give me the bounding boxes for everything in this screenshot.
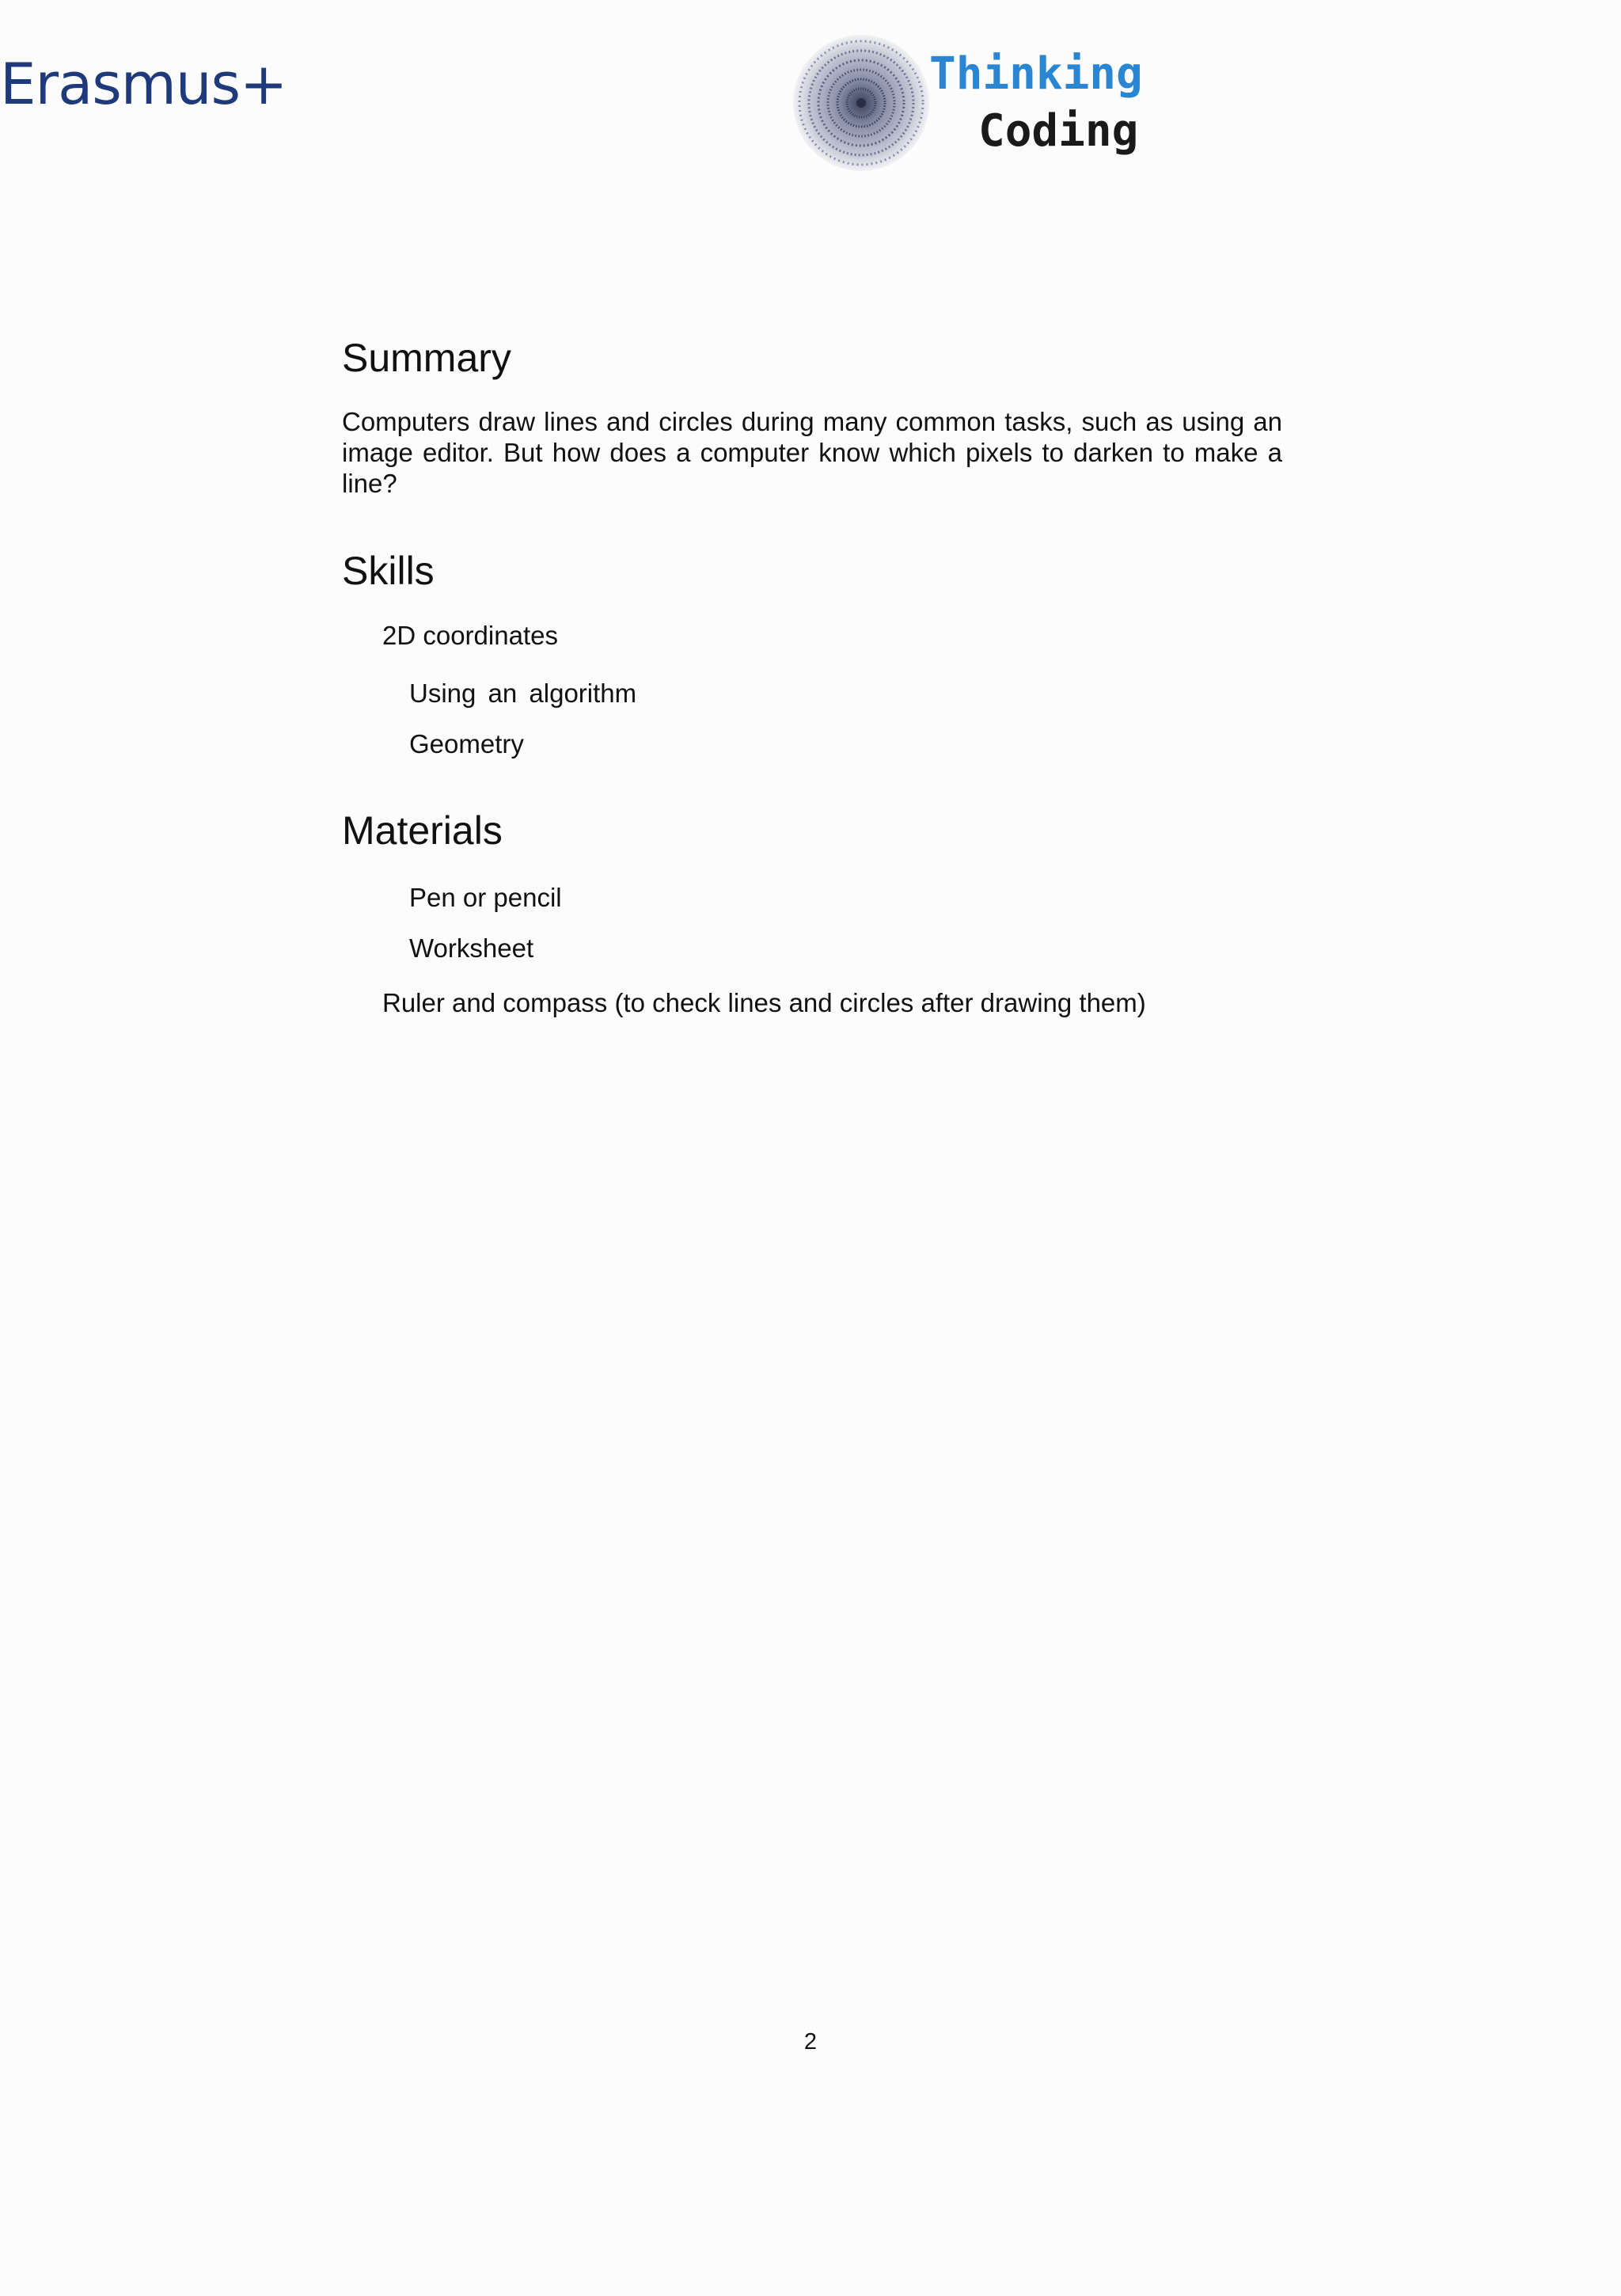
erasmus-plus-logo: Erasmus+ — [0, 51, 287, 117]
logo-word-thinking: Thinking — [929, 48, 1143, 100]
material-item: Pen or pencil — [409, 883, 562, 912]
thinking-coding-logo — [790, 30, 1143, 181]
material-item: Worksheet — [409, 933, 534, 963]
logo-word-coding: Coding — [978, 105, 1139, 157]
summary-paragraph: Computers draw lines and circles during many common tasks, such as using an image editor. But how does a computer know which pixels to darken to make a line? — [342, 407, 1282, 498]
binary-spiral-icon — [790, 32, 932, 174]
materials-heading: Materials — [342, 808, 503, 853]
skill-item: Using an algorithm — [409, 679, 637, 708]
summary-heading: Summary — [342, 336, 511, 380]
skills-heading: Skills — [342, 549, 435, 593]
skill-item: 2D coordinates — [382, 621, 558, 650]
skill-item: Geometry — [409, 729, 524, 758]
page-number: 2 — [803, 2029, 818, 2055]
material-item: Ruler and compass (to check lines and circles after drawing them) — [382, 988, 1146, 1017]
